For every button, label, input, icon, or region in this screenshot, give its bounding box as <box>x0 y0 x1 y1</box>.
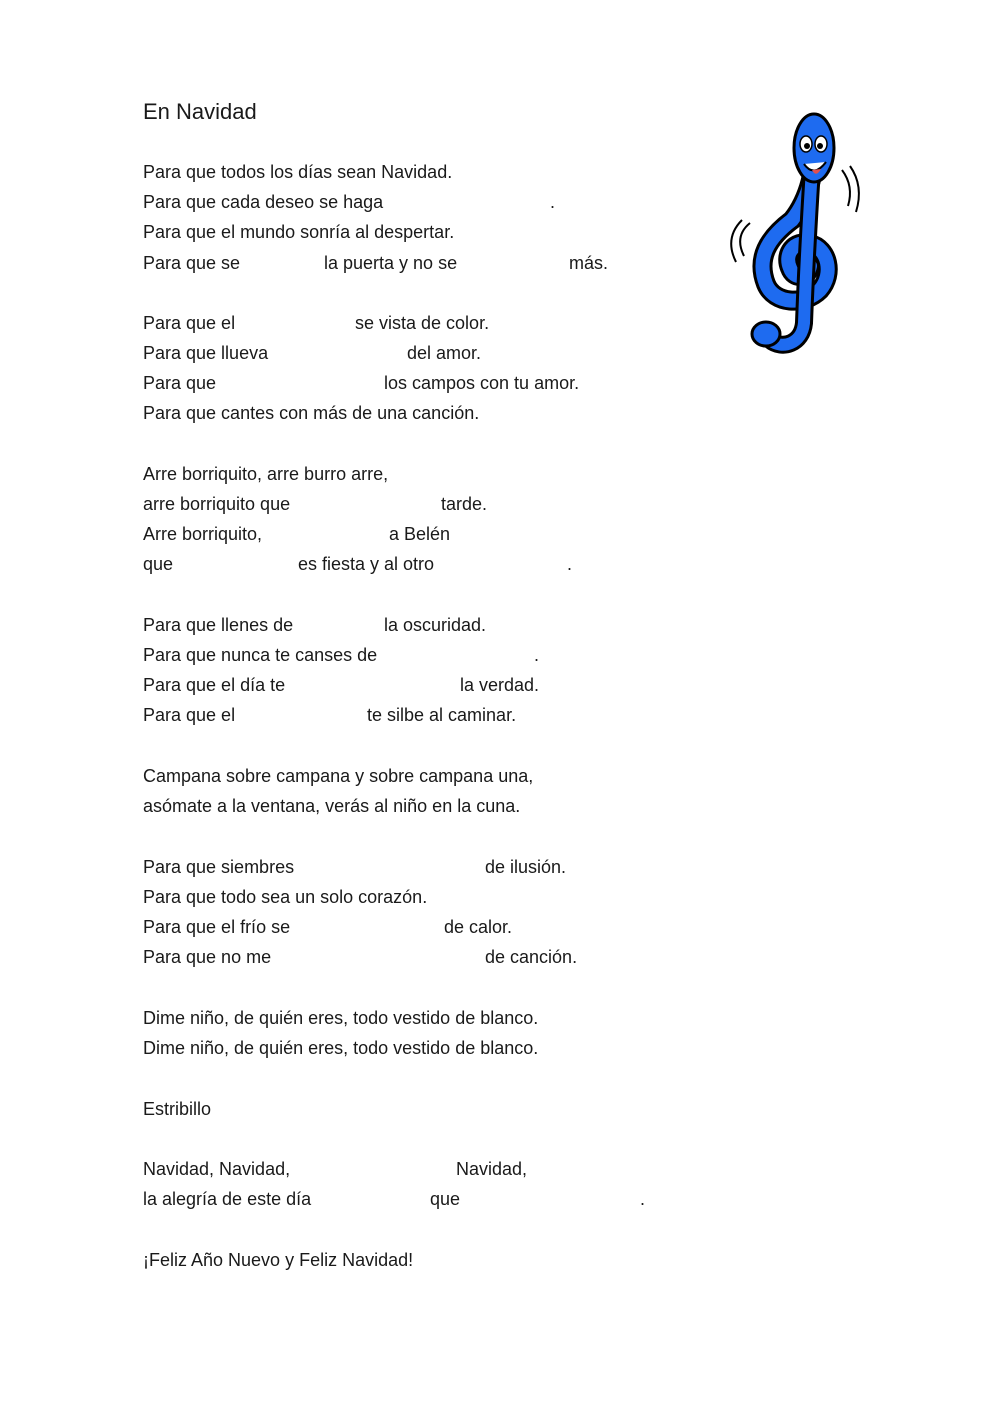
lyric-text: de canción. <box>485 947 578 967</box>
lyric-text: Para que el mundo sonría al despertar. <box>143 222 455 242</box>
lyric-text: te silbe al caminar. <box>367 705 517 725</box>
treble-clef-cartoon-icon <box>722 108 872 358</box>
lyric-text: del amor. <box>407 343 482 363</box>
lyric-text: Arre borriquito, <box>143 524 263 544</box>
answer-blank[interactable] <box>311 614 381 636</box>
lyric-text: Para que todo sea un solo corazón. <box>143 887 428 907</box>
lyric-text: Dime niño, de quién eres, todo vestido de blanco. <box>143 1038 539 1058</box>
answer-blank[interactable] <box>251 252 321 274</box>
answer-blank[interactable] <box>321 493 436 515</box>
lyric-text: que <box>143 554 174 574</box>
lyric-text: Navidad, Navidad, <box>143 1159 291 1179</box>
answer-blank[interactable] <box>285 523 385 545</box>
answer-blank[interactable] <box>468 1188 633 1210</box>
lyric-text: Para que el frío se <box>143 917 291 937</box>
answer-blank[interactable] <box>478 252 563 274</box>
lyric-text: a Belén <box>389 524 451 544</box>
answer-blank[interactable] <box>405 191 545 213</box>
lyric-text: la alegría de este día <box>143 1189 312 1209</box>
lyric-text: que <box>430 1189 461 1209</box>
lyric-text: se vista de color. <box>355 313 490 333</box>
lyric-text: Campana sobre campana y sobre campana una, <box>143 766 534 786</box>
lyric-text: Para que llenes de <box>143 615 294 635</box>
page-title: En Navidad <box>143 99 257 124</box>
lyric-text: Para que cantes con más de una canción. <box>143 403 480 423</box>
lyric-text: Para que el <box>143 705 236 725</box>
lyric-text: . <box>550 192 556 212</box>
lyric-text: . <box>534 645 540 665</box>
lyric-text: Para que llueva <box>143 343 269 363</box>
lyric-text: Para que no me <box>143 947 272 967</box>
lyric-text: de calor. <box>444 917 513 937</box>
lyric-text: asómate a la ventana, verás al niño en la cuna. <box>143 796 521 816</box>
lyric-text: tarde. <box>441 494 488 514</box>
answer-blank[interactable] <box>228 372 378 394</box>
answer-blank[interactable] <box>308 916 438 938</box>
answer-blank[interactable] <box>303 674 453 696</box>
lyric-text: Navidad, <box>456 1159 528 1179</box>
lyric-text: Para que <box>143 373 217 393</box>
answer-blank[interactable] <box>401 644 531 666</box>
lyric-text: es fiesta y al otro <box>298 554 435 574</box>
answer-blank[interactable] <box>311 1158 451 1180</box>
answer-blank[interactable] <box>288 946 478 968</box>
lyric-text: . <box>567 554 573 574</box>
answer-blank[interactable] <box>183 553 293 575</box>
lyric-text: de ilusión. <box>485 857 567 877</box>
lyric-text: la verdad. <box>460 675 540 695</box>
lyric-text: la puerta y no se <box>324 253 458 273</box>
lyric-text: arre borriquito que <box>143 494 291 514</box>
lyric-text: la oscuridad. <box>384 615 487 635</box>
lyric-text: . <box>640 1189 646 1209</box>
answer-blank[interactable] <box>453 553 563 575</box>
answer-blank[interactable] <box>248 312 348 334</box>
section-label: Estribillo <box>143 1099 212 1119</box>
lyric-text: Para que se <box>143 253 241 273</box>
lyric-text: Arre borriquito, arre burro arre, <box>143 464 389 484</box>
lyric-text: Dime niño, de quién eres, todo vestido de blanco. <box>143 1008 539 1028</box>
closing-greeting: ¡Feliz Año Nuevo y Feliz Navidad! <box>143 1250 414 1270</box>
answer-blank[interactable] <box>313 856 478 878</box>
lyric-text: Para que cada deseo se haga <box>143 192 384 212</box>
lyric-text: Para que nunca te canses de <box>143 645 378 665</box>
lyric-text: los campos con tu amor. <box>384 373 580 393</box>
lyric-text: más. <box>569 253 609 273</box>
lyric-text: Para que el día te <box>143 675 286 695</box>
answer-blank[interactable] <box>285 342 400 364</box>
answer-blank[interactable] <box>329 1188 424 1210</box>
lyric-text: Para que el <box>143 313 236 333</box>
answer-blank[interactable] <box>248 704 363 726</box>
lyric-text: Para que siembres <box>143 857 295 877</box>
lyric-text: Para que todos los días sean Navidad. <box>143 162 453 182</box>
